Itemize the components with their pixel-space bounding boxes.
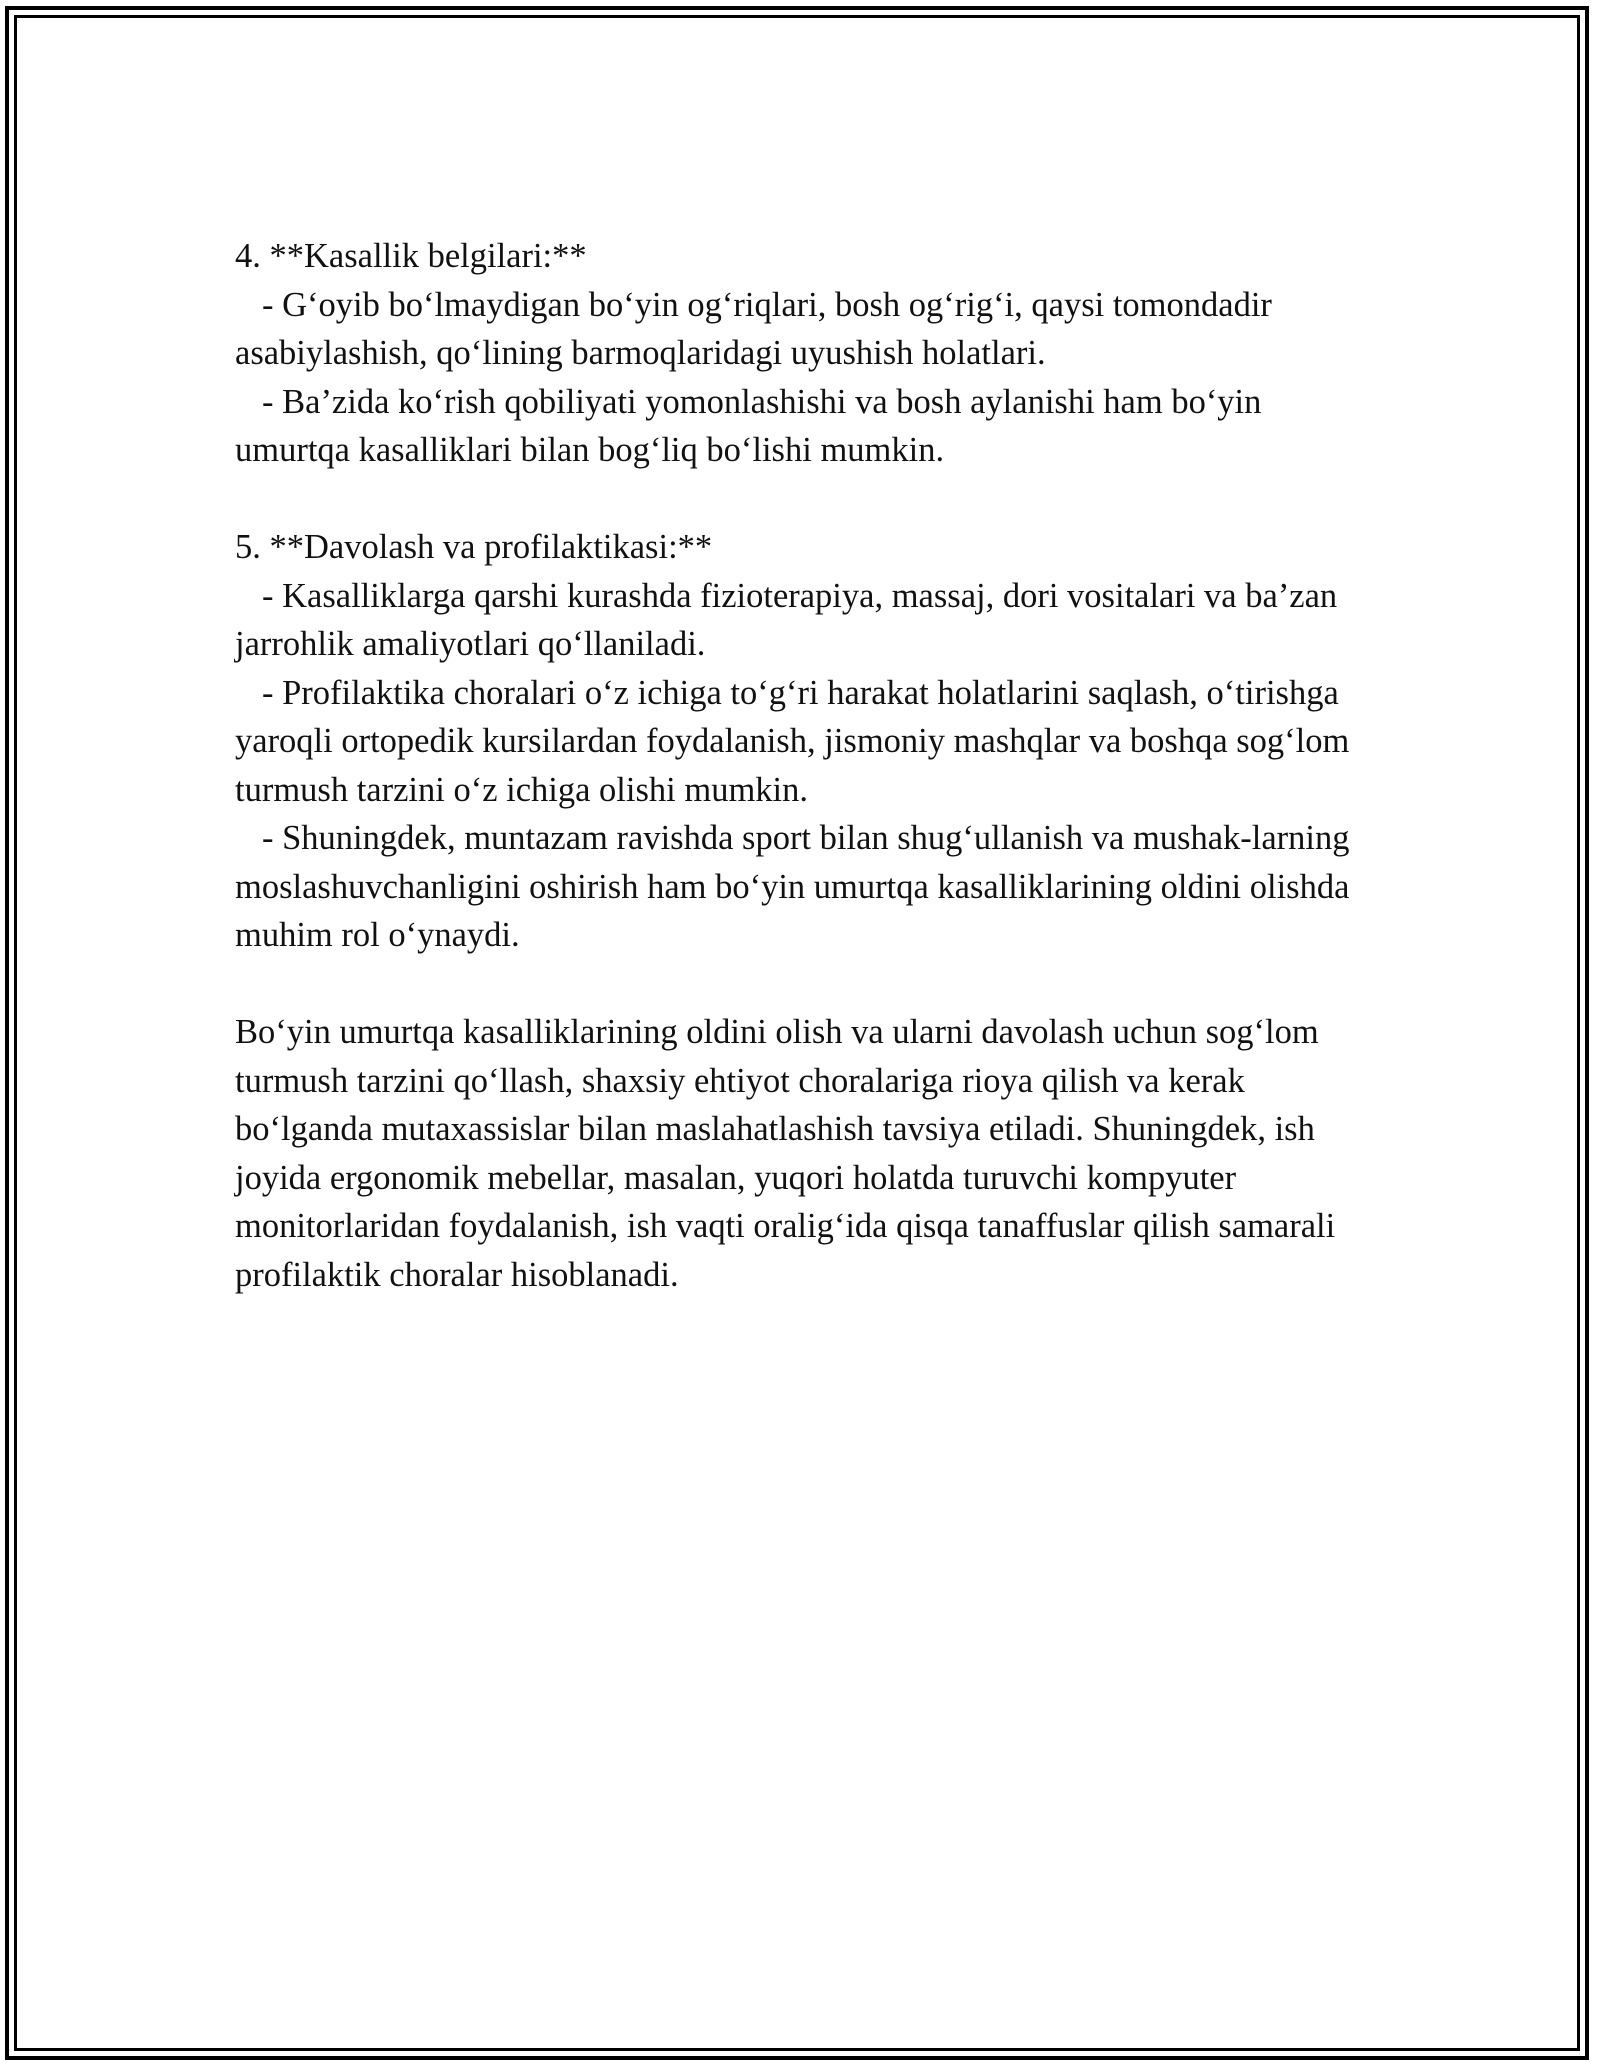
bullet-item: - Ba’zida ko‘rish qobiliyati yomonlashishi va bosh aylanishi ham bo‘yin umurtqa kasalliklari bilan bog‘liq bo‘lishi mumkin.	[235, 382, 1262, 469]
bullet-item: - Profilaktika choralari o‘z ichiga to‘g‘ri harakat holatlarini saqlash, o‘tirishga yaroqli ortopedik kursilardan foydalanish, jismoniy mashqlar va boshqa sog‘lom turmush tarzini o‘z ichiga olishi mumkin.	[235, 673, 1350, 809]
section-heading: 4. **Kasallik belgilari:**	[235, 237, 587, 275]
bullet-item: - Kasalliklarga qarshi kurashda fizioterapiya, massaj, dori vositalari va ba’zan jarrohlik amaliyotlari qo‘llaniladi.	[235, 576, 1338, 663]
section-treatment	[235, 523, 1375, 960]
section-heading: 5. **Davolash va profilaktikasi:**	[235, 528, 713, 566]
bullet-item: - Shuningdek, muntazam ravishda sport bilan shug‘ullanish va mushak-larning moslashuvchanligini oshirish ham bo‘yin umurtqa kasalliklarining oldini olishda muhim rol o‘ynaydi.	[235, 819, 1350, 954]
bullet-item: - G‘oyib bo‘lmaydigan bo‘yin og‘riqlari, bosh og‘rig‘i, qaysi tomondadir asabiylashish, qo‘lining barmoqlaridagi uyushish holatlari.	[235, 285, 1272, 372]
document-body	[235, 232, 1375, 1299]
conclusion-paragraph: Bo‘yin umurtqa kasalliklarining oldini olish va ularni davolash uchun sog‘lom turmush tarzini qo‘llash, shaxsiy ehtiyot choralariga rioya qilish va kerak bo‘lganda mutaxassislar bilan maslahatlashish tavsiya etiladi. Shuningdek, ish joyida ergonomik mebellar, masalan, yuqori holatda turuvchi kompyuter monitorlaridan foydalanish, ish vaqti oralig‘ida qisqa tanaffuslar qilish samarali profilaktik choralar hisoblanadi.	[235, 1013, 1336, 1294]
section-symptoms	[235, 232, 1375, 475]
